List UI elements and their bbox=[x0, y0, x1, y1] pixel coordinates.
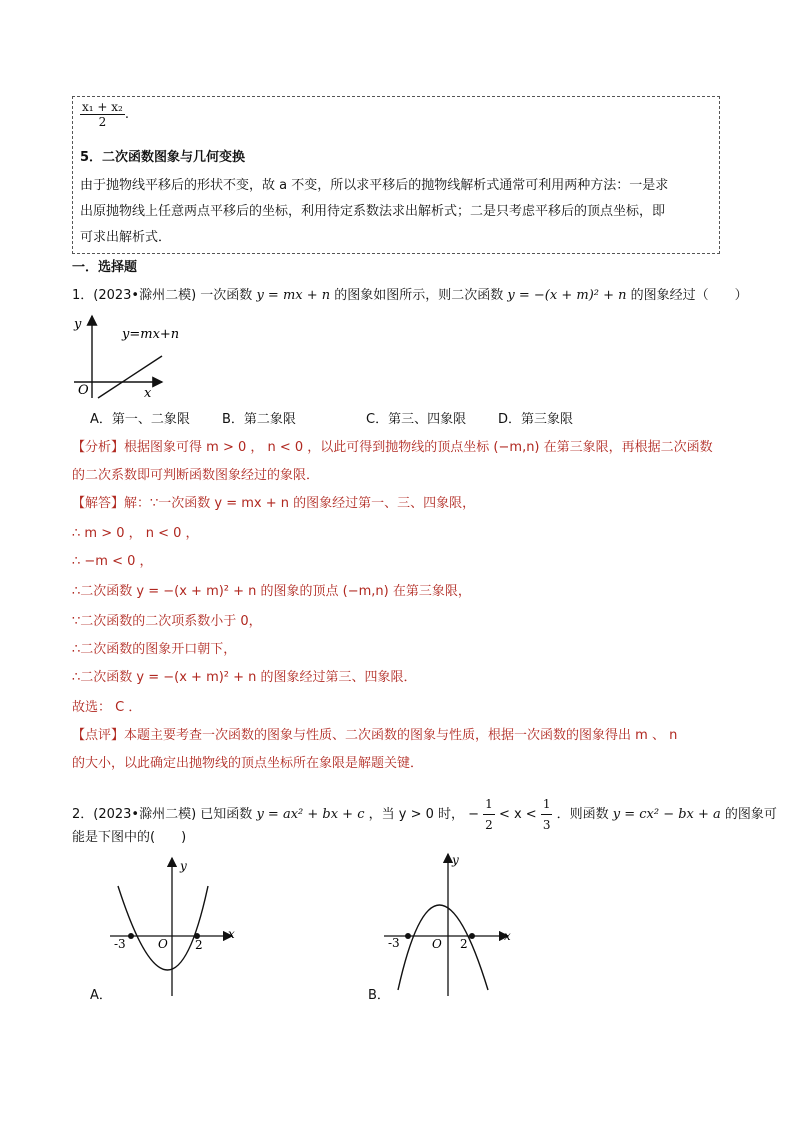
graph-b-label: B． bbox=[368, 988, 390, 1003]
line-graph bbox=[98, 356, 162, 398]
question-1-stem bbox=[72, 286, 748, 306]
option-c: C．第三、四象限 bbox=[366, 412, 467, 427]
root-label: -3 bbox=[388, 936, 400, 950]
root-point bbox=[405, 933, 411, 939]
answer-line: ∴二次函数 y = −(x + m)² + n 的图象的顶点 (−m,n) 在第三象限， bbox=[72, 584, 471, 599]
origin-label: O bbox=[78, 383, 89, 398]
answer-line: ∴ m > 0 ， n < 0 ， bbox=[72, 526, 199, 541]
box-paragraph-line: 出原抛物线上任意两点平移后的坐标，利用待定系数法求出解析式；二是只考虑平移后的顶点坐标，即 bbox=[80, 204, 666, 219]
fraction-numerator: 1 bbox=[483, 794, 495, 815]
choice-line: 故选： C ． bbox=[72, 700, 142, 715]
comment-line bbox=[72, 726, 677, 746]
fraction-denominator: 2 bbox=[485, 818, 493, 832]
root-label: 2 bbox=[460, 937, 468, 951]
parabola bbox=[118, 886, 208, 970]
x-axis-label: x bbox=[228, 927, 235, 941]
section-title: 5．二次函数图象与几何变换 bbox=[80, 150, 246, 165]
quadratic-equation: y = cx² − bx + a bbox=[612, 807, 721, 822]
comment-text: 本题主要考查一次函数的图象与性质、二次函数的图象与性质，根据一次函数的图象得出 m 、 n bbox=[124, 728, 678, 743]
analysis-text: 根据图象可得 m > 0 ， n < 0 ，以此可得到抛物线的顶点坐标 (−m,n) 在第三象限，再根据二次函数 bbox=[124, 440, 713, 455]
fraction-numerator: x₁ + x₂ bbox=[82, 100, 123, 114]
stem-text: 的图象经过（ ） bbox=[626, 288, 748, 303]
option-a: A．第一、二象限 bbox=[90, 412, 190, 427]
origin-label: O bbox=[432, 937, 442, 951]
root-label: 2 bbox=[195, 938, 203, 952]
midpoint-formula bbox=[80, 100, 129, 129]
analysis-tag: 【分析】 bbox=[72, 440, 125, 455]
answer-line: ∵二次函数的二次项系数小于 0， bbox=[72, 614, 262, 629]
linear-equation: y = mx + n bbox=[256, 288, 331, 303]
answer-line: ∴二次函数的图象开口朝下， bbox=[72, 642, 237, 657]
question-2-stem-line2: 能是下图中的( ) bbox=[72, 830, 187, 845]
answer-line: ∴二次函数 y = −(x + m)² + n 的图象经过第三、四象限． bbox=[72, 670, 417, 685]
comment-tag: 【点评】 bbox=[72, 728, 125, 743]
stem-text: ．则函数 bbox=[552, 807, 613, 822]
box-paragraph-line: 由于抛物线平移后的形状不变，故 a 不变，所以求平移后的抛物线解析式通常可利用两种方法：一是求 bbox=[80, 178, 669, 193]
root-point bbox=[469, 933, 475, 939]
option-d: D．第三象限 bbox=[498, 412, 574, 427]
graph-b bbox=[380, 850, 530, 1000]
formula-tail: . bbox=[124, 107, 129, 122]
fraction bbox=[541, 794, 553, 835]
answer-tag: 【解答】 bbox=[72, 496, 125, 511]
answer-line bbox=[72, 494, 475, 514]
stem-text: ，当 y > 0 时， − bbox=[364, 807, 484, 822]
quadratic-equation: y = ax² + bx + c bbox=[256, 807, 365, 822]
section-heading: 一．选择题 bbox=[72, 260, 138, 275]
y-axis-label: y bbox=[452, 853, 459, 867]
x-axis-label: x bbox=[504, 929, 511, 943]
y-axis-label: y bbox=[74, 317, 82, 332]
stem-text: 的图象可 bbox=[720, 807, 777, 822]
stem-text: < x < bbox=[494, 807, 541, 822]
fraction-denominator: 3 bbox=[542, 818, 551, 832]
comment-line: 的大小，以此确定出抛物线的顶点坐标所在象限是解题关键． bbox=[72, 756, 424, 771]
fraction bbox=[80, 100, 125, 129]
fraction-denominator: 2 bbox=[98, 115, 107, 129]
quadratic-equation: y = −(x + m)² + n bbox=[507, 288, 627, 303]
linear-function-graph bbox=[70, 312, 200, 400]
graph-a-label: A． bbox=[90, 988, 112, 1003]
x-axis-label: x bbox=[144, 386, 152, 400]
line-label: y=mx+n bbox=[122, 327, 180, 342]
y-axis-label: y bbox=[180, 859, 187, 873]
answer-text: 解：∵一次函数 y = mx + n 的图象经过第一、三、四象限， bbox=[124, 496, 476, 511]
answer-line: ∴ −m < 0 ， bbox=[72, 554, 153, 569]
option-b: B．第二象限 bbox=[222, 412, 296, 427]
root-label: -3 bbox=[114, 937, 126, 951]
root-point bbox=[128, 933, 134, 939]
fraction-numerator: 1 bbox=[541, 794, 553, 815]
analysis-line: 的二次系数即可判断函数图象经过的象限． bbox=[72, 468, 320, 483]
graph-a bbox=[100, 850, 260, 1000]
stem-text: 1．(2023•滁州二模) 一次函数 bbox=[72, 288, 257, 303]
origin-label: O bbox=[158, 937, 168, 951]
fraction bbox=[483, 794, 495, 835]
analysis-line bbox=[72, 438, 713, 458]
stem-text: 的图象如图所示，则二次函数 bbox=[330, 288, 508, 303]
parabola bbox=[398, 905, 488, 990]
box-paragraph-line: 可求出解析式． bbox=[80, 230, 172, 245]
stem-text: 2．(2023•滁州二模) 已知函数 bbox=[72, 807, 257, 822]
